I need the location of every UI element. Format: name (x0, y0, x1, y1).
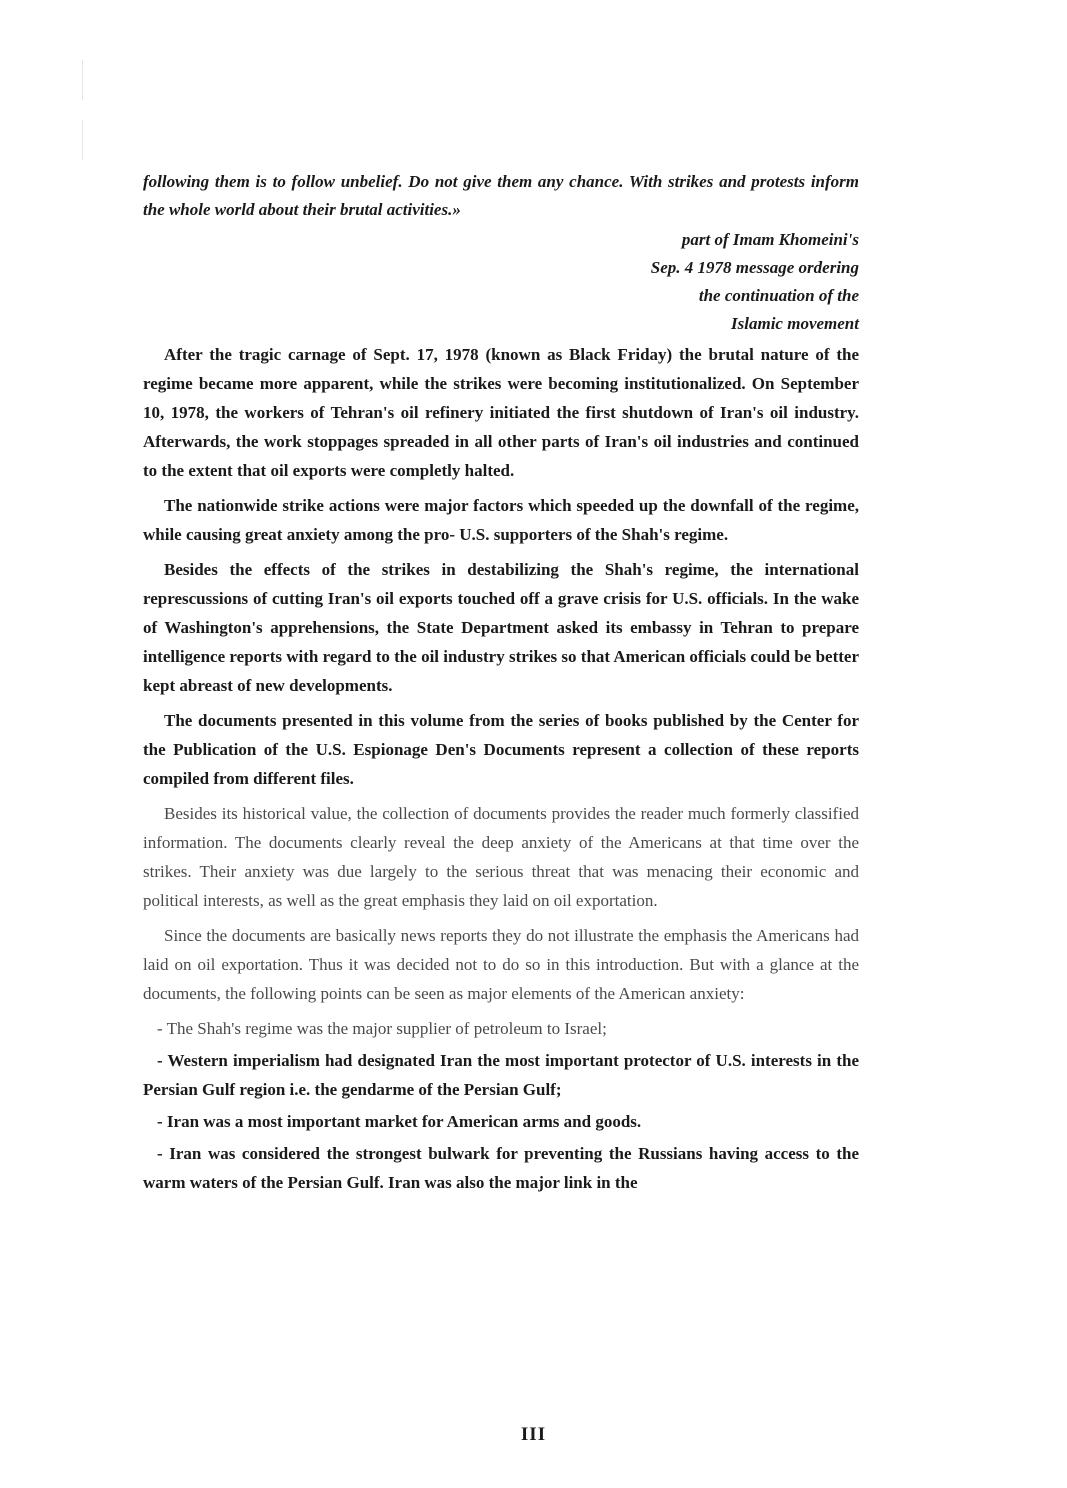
text-column (143, 168, 859, 1200)
bullet-item: - Iran was a most important market for American arms and goods. (157, 1112, 642, 1131)
body-paragraph: After the tragic carnage of Sept. 17, 1978 (known as Black Friday) the brutal nature of the regime became more apparent, while the strikes were becoming institutionalized. On September 10, 1978, the workers of Tehran's oil refinery initiated the first shutdown of Iran's oil industry. Afterwards, the work stoppages spreaded in all other parts of Iran's oil industries and continued to the extent that oil exports were completly halted. (143, 345, 859, 480)
page-number: III (520, 1424, 547, 1445)
bullet-item: - Western imperialism had designated Iran the most important protector of U.S. interests in the Persian Gulf region i.e. the gendarme of the Persian Gulf; (143, 1051, 859, 1099)
quote-text: following them is to follow unbelief. Do not give them any chance. With strikes and protests inform the whole world about their brutal activities.» (143, 172, 859, 219)
body-paragraph: Besides the effects of the strikes in destabilizing the Shah's regime, the international represcussions of cutting Iran's oil exports touched off a grave crisis for U.S. officials. In the wake of Washington's apprehensions, the State Department asked its embassy in Tehran to prepare intelligence reports with regard to the oil industry strikes so that American officials could be better kept abreast of new developments. (143, 560, 859, 695)
body-paragraph: The nationwide strike actions were major factors which speeded up the downfall of the regime, while causing great anxiety among the pro- U.S. supporters of the Shah's regime. (143, 496, 859, 544)
body-paragraph: Since the documents are basically news reports they do not illustrate the emphasis the Americans had laid on oil exportation. Thus it was decided not to do so in this introduction. But with a glance at the documents, the following points can be seen as major elements of the American anxiety: (143, 926, 859, 1003)
bullet-item: - The Shah's regime was the major supplier of petroleum to Israel; (157, 1019, 607, 1038)
scan-artifact (82, 60, 83, 100)
scan-artifact (82, 120, 83, 160)
body-paragraph: The documents presented in this volume from the series of books published by the Center for the Publication of the U.S. Espionage Den's Documents represent a collection of these reports compiled from different files. (143, 711, 859, 788)
attribution-line: Islamic movement (731, 314, 859, 333)
bullet-item: - Iran was considered the strongest bulwark for preventing the Russians having access to the warm waters of the Persian Gulf. Iran was also the major link in the (143, 1144, 859, 1192)
attribution-line: Sep. 4 1978 message ordering (650, 258, 859, 277)
quote-attribution (143, 226, 859, 338)
body-paragraph: Besides its historical value, the collection of documents provides the reader much formerly classified information. The documents clearly reveal the deep anxiety of the Americans at that time over the strikes. Their anxiety was due largely to the serious threat that was menacing their economic and political interests, as well as the great emphasis they laid on oil exportation. (143, 804, 859, 910)
attribution-line: the continuation of the (698, 286, 859, 305)
attribution-line: part of Imam Khomeini's (681, 230, 859, 249)
